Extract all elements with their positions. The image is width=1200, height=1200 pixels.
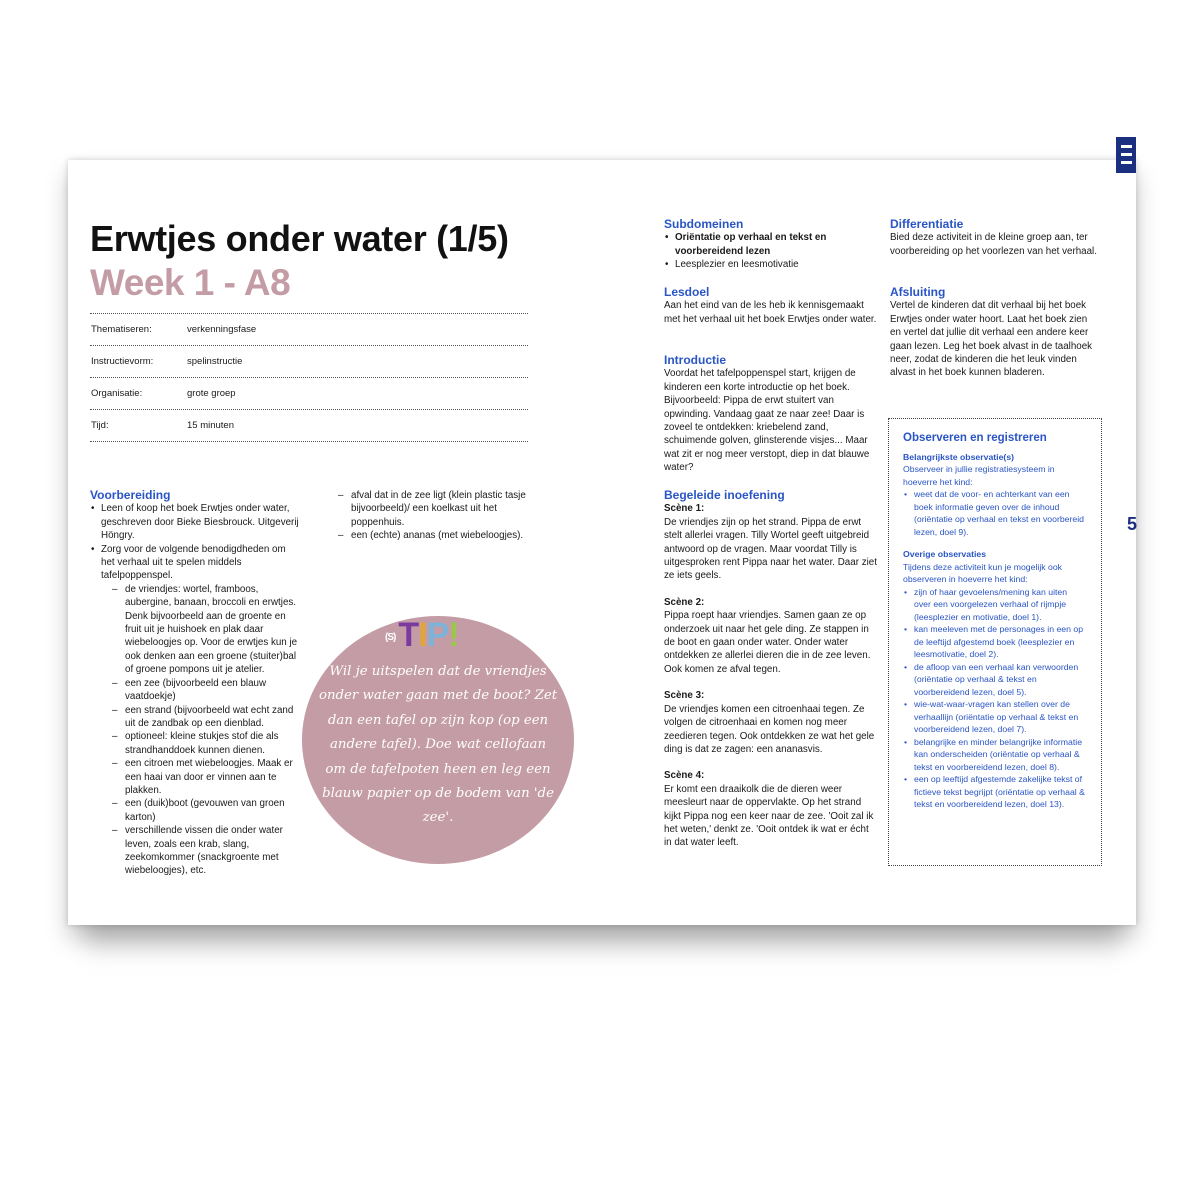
list-item: • de afloop van een verhaal kan verwoorden (oriëntatie op verhaal & tekst en voorbereidend lezen, doel 5). <box>903 661 1086 699</box>
tip-logo-i: I <box>418 616 427 654</box>
meta-row <box>90 410 528 442</box>
list-item: – een (duik)boot (gevouwen van groen karton) <box>101 797 300 824</box>
list-item: • Leesplezier en leesmotivatie <box>664 258 879 271</box>
section-subdomeinen <box>664 218 879 272</box>
spacer <box>903 538 1086 548</box>
list-item <box>90 543 300 878</box>
list-item-text: Zorg voor de volgende benodigdheden om het verhaal uit te spelen middels tafelpoppenspel. <box>101 543 286 582</box>
scene-text: De vriendjes zijn op het strand. Pippa de erwt stelt allerlei vragen. Tilly Wortel geeft uitgebreid antwoord op de vragen. Maar voordat Tilly is uitgesproken rent Pippa naar het water. Daar ziet ze iets geels. <box>664 516 877 582</box>
materials-list <box>101 583 300 878</box>
meta-row <box>90 346 528 378</box>
other-observation-intro: Tijdens deze activiteit kun je mogelijk ook observeren in hoeverre het kind: <box>903 561 1063 584</box>
meta-row <box>90 313 528 346</box>
section-begeleide-inoefening <box>664 489 879 850</box>
section-heading: Differentiatie <box>890 217 964 231</box>
main-observation-list <box>903 488 1086 538</box>
section-heading: Subdomeinen <box>664 217 744 231</box>
list-item: • Leen of koop het boek Erwtjes onder water, geschreven door Bieke Biesbrouck. Uitgeverij Höngry. <box>90 502 300 542</box>
section-heading: Lesdoel <box>664 285 710 299</box>
list-item: • belangrijke en minder belangrijke informatie kan onderscheiden (oriëntatie op verhaal & tekst en voorbereidend lezen, doel 8). <box>903 736 1086 774</box>
section-text: Vertel de kinderen dat dit verhaal bij het boek Erwtjes onder water hoort. Laat het boek zien en vertel dat jullie dit verhaal een andere keer gaan lezen. Leg het boek alvast in de taalhoek neer, zodat de kinderen die het leuk vinden alvast in het boek kunnen bladeren. <box>890 300 1093 379</box>
spacer <box>664 756 879 769</box>
tip-logo-t: T <box>398 616 419 654</box>
preparation-list <box>90 502 300 877</box>
list-item <box>101 824 300 878</box>
meta-key: Thematiseren: <box>91 324 152 335</box>
list-item: • weet dat de voor- en achterkant van een boek informatie geven over de inhoud (oriëntatie op verhaal en tekst en voorbereid lezen, doel 9). <box>903 488 1086 538</box>
page-title: Erwtjes onder water (1/5) <box>90 218 509 259</box>
list-item: • Oriëntatie op verhaal en tekst en voorbereidend lezen <box>664 231 879 258</box>
list-item: • wie-wat-waar-vragen kan stellen over de verhaallijn (oriëntatie op verhaal & tekst en voorbereidend lezen, doel 7). <box>903 698 1086 736</box>
list-item: • zijn of haar gevoelens/mening kan uiten over een voorgelezen verhaal of rijmpje (leesplezier en motivatie, doel 1). <box>903 586 1086 624</box>
list-item-text: verschillende vissen die onder water leven, zoals een krab, slang, zeekomkommer (snackgroente met wiebeloogjes), etc. <box>125 825 283 877</box>
preparation-list-continued <box>327 489 532 543</box>
tip-logo-s: (S) <box>385 631 396 643</box>
lesson-meta-table <box>90 313 528 442</box>
scene-label: Scène 1: <box>664 503 705 515</box>
list-item: – de vriendjes: wortel, framboos, aubergine, banaan, broccoli en erwtjes. Denk bijvoorbeeld aan de groente en fruit uit je huishoek en plak daar wiebeloogjes op. Voor de erwtjes kun je ook denken aan een groene (stuiter)bal of groene pompons uit je atelier. <box>101 583 300 677</box>
main-observation-heading: Belangrijkste observatie(s) <box>903 451 1015 462</box>
list-item: – een citroen met wiebeloogjes. Maak er een haai van door er vinnen aan te plakken. <box>101 757 300 797</box>
observation-heading: Observeren en registreren <box>903 432 1047 444</box>
list-item: – afval dat in de zee ligt (klein plastic tasje bijvoorbeeld)/ een koelkast uit het poppenhuis. <box>327 489 532 529</box>
other-observation-list <box>903 586 1086 811</box>
meta-key: Tijd: <box>91 420 109 431</box>
section-text: Voordat het tafelpoppenspel start, krijgen de kinderen een korte introductie op het boek. Bijvoorbeeld: Pippa de erwt stuitert van opwinding. Vandaag gaat ze naar zee! Daar is zoveel te ontdekken: kriebelend zand, schuimende golven, glinsterende visjes... Maar wat zit er nog meer verstopt, diep in dat blauwe water? <box>664 368 870 474</box>
list-item: • een op leeftijd afgestemde zakelijke tekst of fictieve tekst begrijpt (oriëntatie op verhaal & tekst en voorbereidend lezen, doel 13). <box>903 773 1086 811</box>
tip-logo-exclamation: ! <box>448 616 459 654</box>
section-lesdoel <box>664 286 879 326</box>
chapter-tab-icon <box>1116 137 1136 173</box>
section-heading: Voorbereiding <box>90 488 171 502</box>
list-item: – een zee (bijvoorbeeld een blauw vaatdoekje) <box>101 677 300 704</box>
section-afsluiting <box>890 286 1100 380</box>
spacer <box>664 583 879 596</box>
section-heading: Afsluiting <box>890 285 946 299</box>
meta-value: verkenningsfase <box>187 324 257 335</box>
meta-value: spelinstructie <box>187 356 243 367</box>
scene-text: Er komt een draaikolk die de dieren weer meesleurt naar de oppervlakte. Op het strand kijkt Pippa nog een keer naar de zee. 'Ooit zal ik het weten,' denkt ze. 'Ooit ontdek ik wat er écht in dat water leeft. <box>664 783 874 849</box>
scene-label: Scène 2: <box>664 596 705 608</box>
meta-value: grote groep <box>187 388 236 399</box>
tip-logo-p: P <box>426 616 449 654</box>
spacer <box>664 676 879 689</box>
subdomain-list <box>664 231 879 271</box>
main-observation-intro: Observeer in jullie registratiesysteem in hoeverre het kind: <box>903 464 1055 487</box>
tip-logo <box>385 616 459 655</box>
section-voorbereiding <box>90 489 300 878</box>
list-item: • kan meeleven met de personages in een op de leeftijd afgestemd boek (leesplezier en leesmotivatie, doel 2). <box>903 623 1086 661</box>
section-differentiatie <box>890 218 1100 258</box>
other-observation-heading: Overige observaties <box>903 549 987 559</box>
tip-text: Wil je uitspelen dat de vriendjes onder water gaan met de boot? Zet dan een tafel op zijn kop (op een andere tafel). Doe wat cellofaan om de tafelpoten heen en leg een blauw papier op de bodem van 'de zee'. <box>318 664 558 826</box>
meta-key: Organisatie: <box>91 388 143 399</box>
side-page-number: 5 <box>1127 514 1138 534</box>
section-heading: Begeleide inoefening <box>664 488 785 502</box>
meta-value: 15 minuten <box>187 420 235 431</box>
meta-row <box>90 378 528 410</box>
section-heading: Introductie <box>664 353 726 367</box>
materials-list-cont <box>327 489 532 543</box>
scene-text: Pippa roept haar vriendjes. Samen gaan ze op onderzoek uit naar het gele ding. Ze stappen in de boot en gaan onder water. Onder water ontdekken ze allerlei dieren die in de zee leven. Ook komen ze afval tegen. <box>664 610 871 675</box>
section-introductie <box>664 354 879 475</box>
scene-label: Scène 4: <box>664 770 705 782</box>
list-item: – een strand (bijvoorbeeld wat echt zand uit de zandbak op een dienblad. <box>101 704 300 731</box>
scene-text: De vriendjes komen een citroenhaai tegen. Ze volgen de citroenhaai en komen nog meer zeedieren tegen. Ook ontdekken ze wat het gele ding is dat ze zagen: een ananasvis. <box>664 703 875 755</box>
section-text: Aan het eind van de les heb ik kennisgemaakt met het verhaal uit het boek Erwtjes onder water. <box>664 300 877 325</box>
meta-key: Instructievorm: <box>91 356 154 367</box>
list-item: – een (echte) ananas (met wiebeloogjes). <box>327 529 532 542</box>
section-observeren <box>903 432 1086 811</box>
page-subtitle: Week 1 - A8 <box>90 262 291 303</box>
list-item: – optioneel: kleine stukjes stof die als strandhanddoek kunnen dienen. <box>101 730 300 757</box>
scene-label: Scène 3: <box>664 690 705 702</box>
section-text: Bied deze activiteit in de kleine groep aan, ter voorbereiding op het voorlezen van het verhaal. <box>890 232 1097 257</box>
